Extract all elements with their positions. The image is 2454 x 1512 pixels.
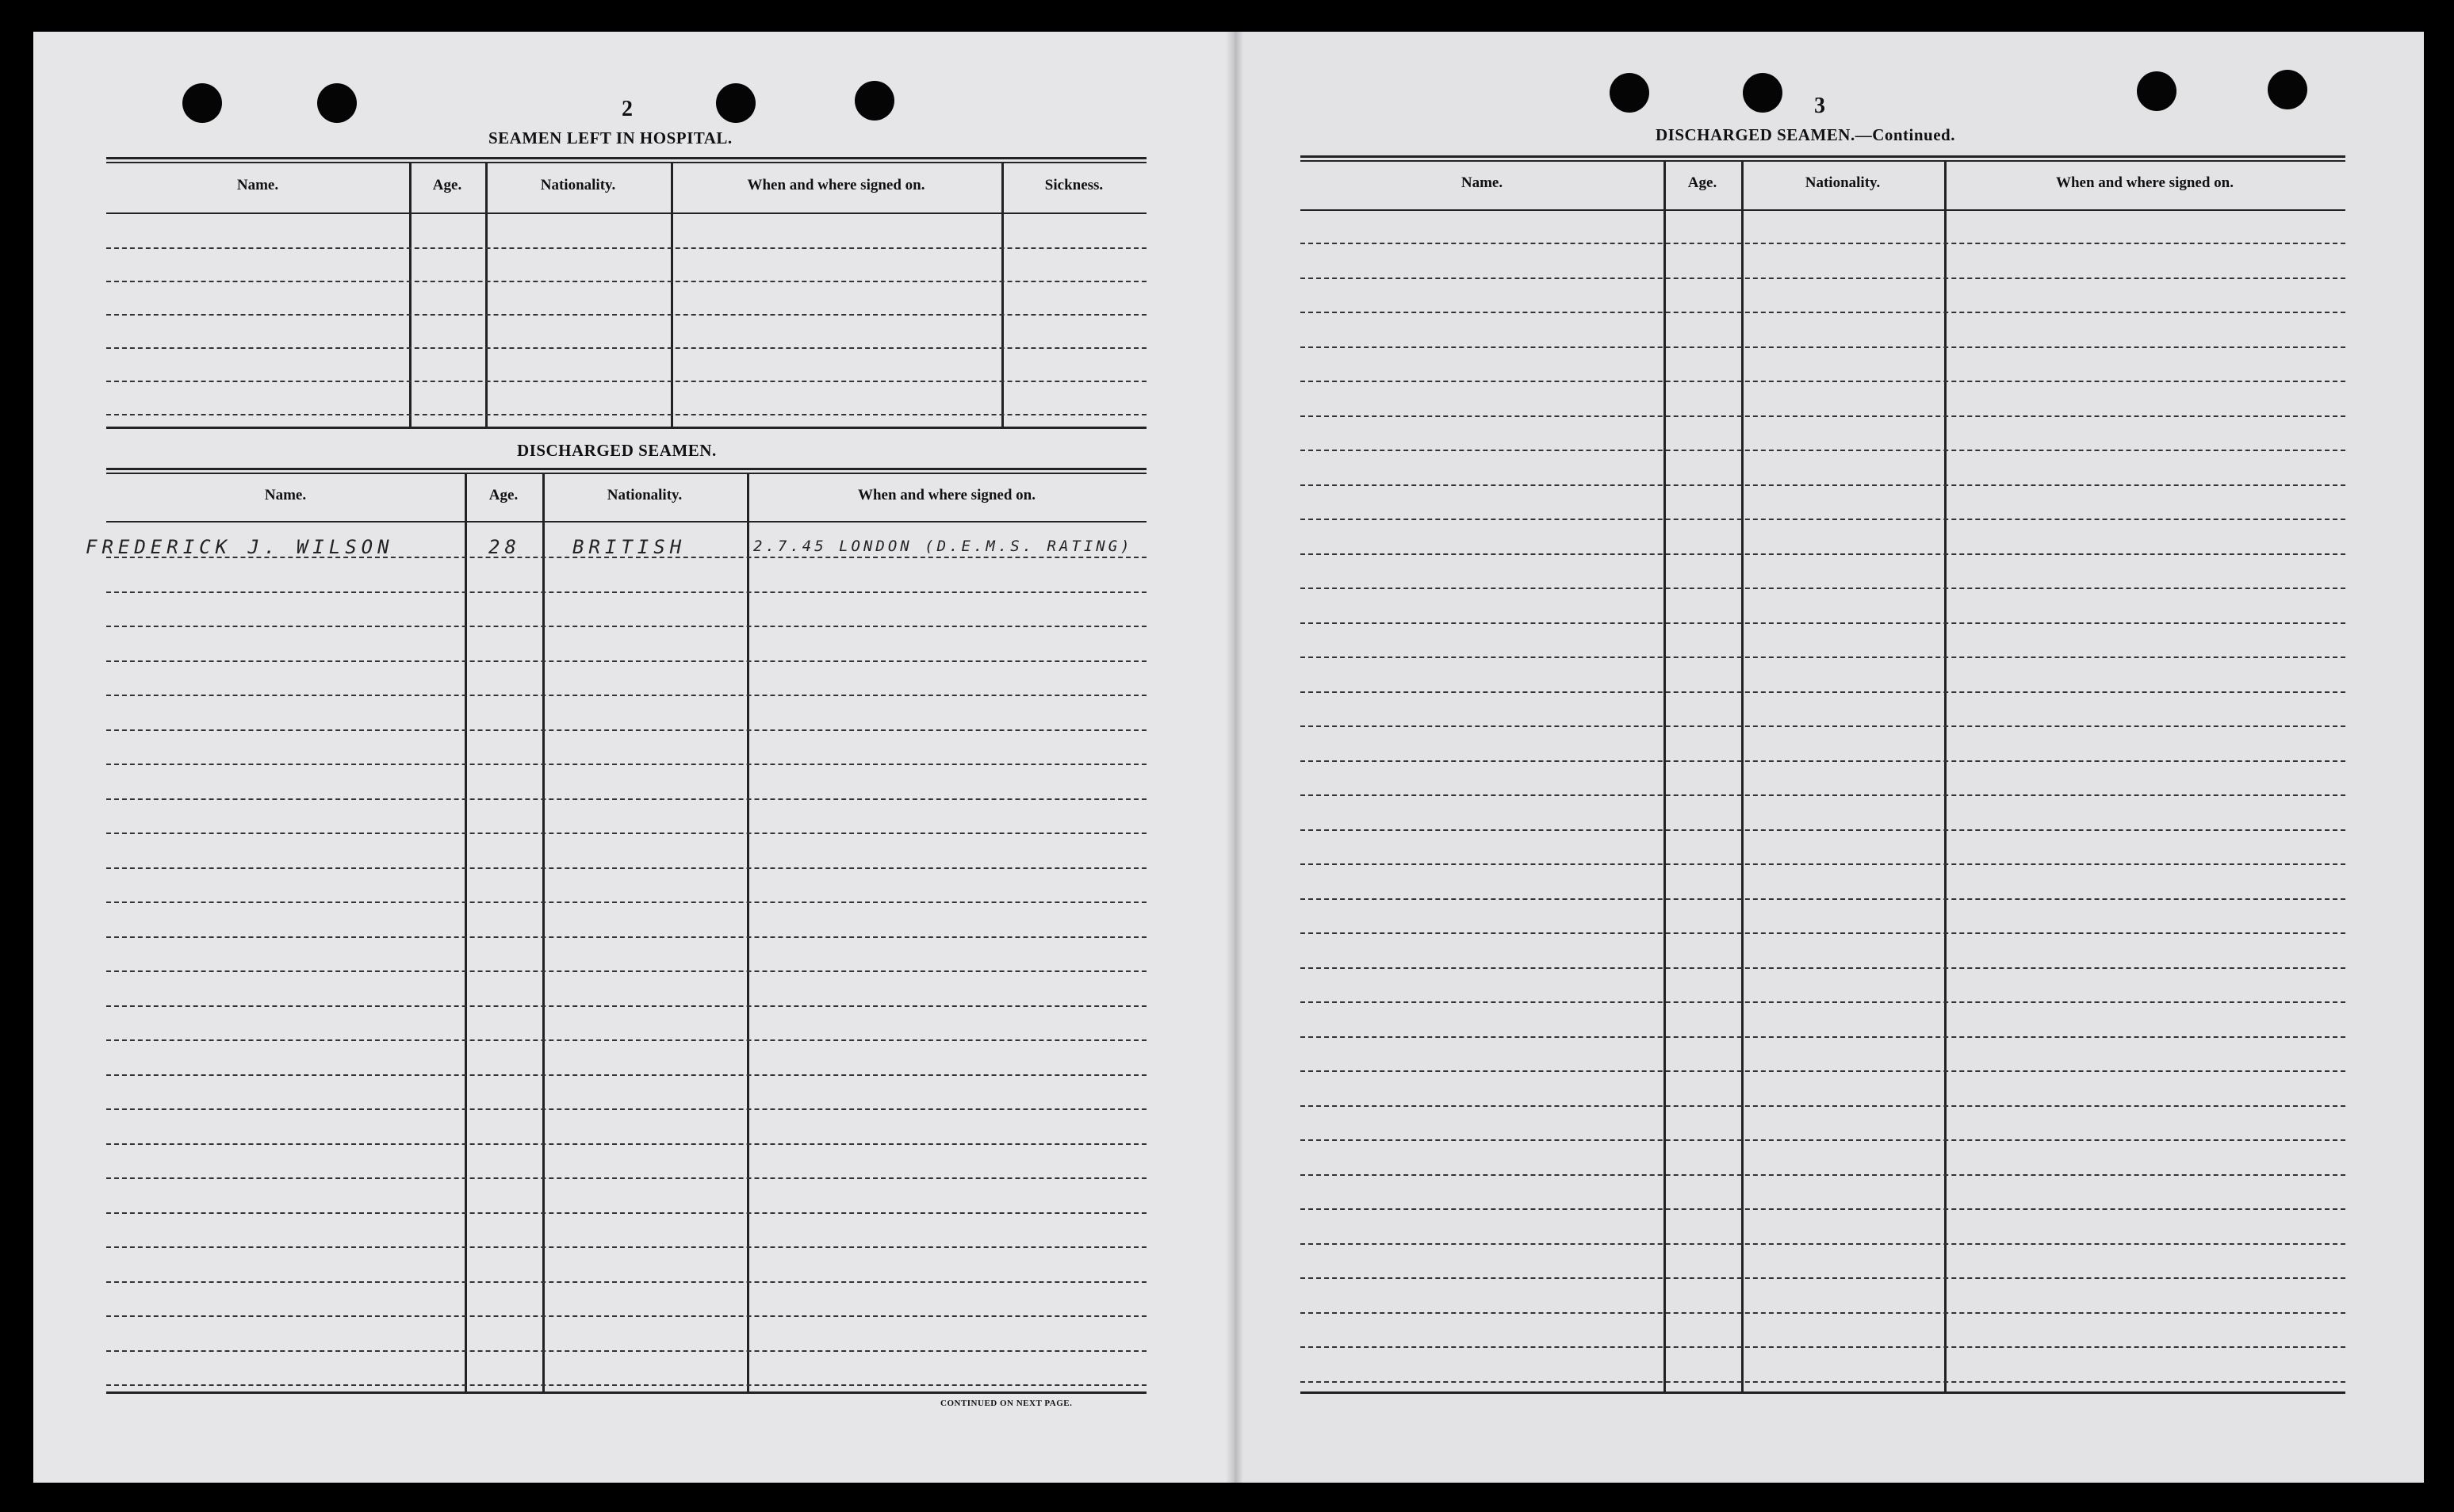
dotted-row-line (106, 281, 1147, 282)
page-number: 2 (622, 97, 633, 121)
dotted-row-line (1300, 1036, 2345, 1038)
handwritten-name: FREDERICK J. WILSON (86, 536, 394, 558)
column-divider (409, 163, 412, 427)
dotted-row-line (1300, 829, 2345, 831)
dotted-row-line (1300, 932, 2345, 934)
dotted-row-line (1300, 794, 2345, 796)
continued-section-title: DISCHARGED SEAMEN.—Continued. (1656, 125, 1955, 144)
dotted-row-line (106, 833, 1147, 834)
dotted-row-line (106, 1384, 1147, 1386)
dotted-row-line (1300, 278, 2345, 279)
dotted-row-line (1300, 760, 2345, 762)
column-divider (485, 163, 488, 427)
table-top-rule (106, 162, 1147, 163)
dotted-row-line (1300, 1208, 2345, 1210)
dotted-row-line (1300, 588, 2345, 589)
column-header: When and where signed on. (747, 177, 925, 193)
punch-hole (182, 83, 222, 123)
column-header: When and where signed on. (2055, 174, 2234, 191)
punch-hole (855, 81, 894, 121)
punch-hole (2268, 70, 2307, 109)
dotted-row-line (106, 798, 1147, 800)
dotted-row-line (106, 660, 1147, 662)
punch-hole (317, 83, 357, 123)
hospital-section-title: SEAMEN LEFT IN HOSPITAL. (488, 128, 733, 147)
dotted-row-line (106, 591, 1147, 593)
dotted-row-line (106, 1212, 1147, 1214)
column-divider (542, 474, 545, 1391)
dotted-row-line (106, 414, 1147, 415)
table-top-rule (106, 157, 1147, 159)
dotted-row-line (1300, 312, 2345, 313)
table-top-rule (1300, 155, 2345, 158)
table-bottom-rule (106, 427, 1147, 429)
dotted-row-line (1300, 622, 2345, 624)
dotted-row-line (106, 347, 1147, 349)
column-header: Nationality. (540, 177, 616, 193)
punch-hole (1610, 73, 1649, 113)
column-header: Nationality. (1805, 174, 1881, 191)
column-divider (671, 163, 673, 427)
table-top-rule (106, 473, 1147, 474)
dotted-row-line (1300, 725, 2345, 727)
dotted-row-line (106, 936, 1147, 938)
dotted-row-line (106, 1350, 1147, 1352)
page-number: 3 (1814, 94, 1825, 118)
dotted-row-line (106, 314, 1147, 316)
dotted-row-line (106, 1143, 1147, 1145)
dotted-row-line (1300, 1381, 2345, 1383)
dotted-row-line (1300, 1312, 2345, 1314)
punch-hole (716, 83, 756, 123)
handwritten-nationality: BRITISH (572, 536, 687, 558)
table-top-rule (106, 468, 1147, 470)
dotted-row-line (1300, 967, 2345, 969)
punch-hole (2137, 71, 2176, 111)
dotted-row-line (106, 764, 1147, 765)
handwritten-signed-on: 2.7.45 LONDON (D.E.M.S. RATING) (753, 538, 1133, 555)
right-page (1238, 32, 2424, 1483)
dotted-row-line (106, 1108, 1147, 1110)
dotted-row-line (1300, 553, 2345, 555)
dotted-row-line (1300, 1277, 2345, 1279)
continued-note: CONTINUED ON NEXT PAGE. (940, 1399, 1073, 1408)
column-header: Age. (432, 177, 462, 193)
punch-hole (1743, 73, 1782, 113)
dotted-row-line (1300, 691, 2345, 693)
dotted-row-line (1300, 415, 2345, 417)
dotted-row-line (1300, 898, 2345, 900)
dotted-row-line (106, 1281, 1147, 1283)
column-header: Age. (488, 486, 519, 503)
column-divider (1001, 163, 1004, 427)
dotted-row-line (1300, 1243, 2345, 1245)
dotted-row-line (106, 1039, 1147, 1041)
column-divider (747, 474, 749, 1391)
table-header-rule (106, 521, 1147, 523)
dotted-row-line (106, 729, 1147, 731)
dotted-row-line (106, 1005, 1147, 1007)
dotted-row-line (106, 557, 1147, 558)
column-divider (465, 474, 467, 1391)
column-header: Sickness. (1044, 177, 1104, 193)
dotted-row-line (1300, 863, 2345, 865)
dotted-row-line (1300, 656, 2345, 658)
dotted-row-line (106, 901, 1147, 903)
table-top-rule (1300, 160, 2345, 162)
column-header: Name. (264, 486, 307, 503)
discharged-section-title: DISCHARGED SEAMEN. (517, 441, 717, 460)
dotted-row-line (1300, 381, 2345, 382)
column-header: Nationality. (607, 486, 683, 503)
dotted-row-line (1300, 1105, 2345, 1107)
dotted-row-line (106, 381, 1147, 382)
dotted-row-line (106, 1246, 1147, 1248)
column-header: Name. (1461, 174, 1503, 191)
dotted-row-line (1300, 484, 2345, 486)
dotted-row-line (1300, 1139, 2345, 1141)
dotted-row-line (1300, 346, 2345, 348)
column-header: When and where signed on. (857, 486, 1036, 503)
dotted-row-line (106, 1315, 1147, 1317)
dotted-row-line (1300, 243, 2345, 244)
handwritten-age: 28 (488, 536, 521, 558)
table-header-rule (106, 212, 1147, 214)
dotted-row-line (106, 970, 1147, 972)
dotted-row-line (1300, 1346, 2345, 1348)
dotted-row-line (106, 247, 1147, 249)
left-page (33, 32, 1238, 1483)
dotted-row-line (106, 695, 1147, 696)
dotted-row-line (106, 867, 1147, 869)
dotted-row-line (106, 1074, 1147, 1076)
table-header-rule (1300, 209, 2345, 211)
table-bottom-rule (106, 1391, 1147, 1394)
dotted-row-line (106, 626, 1147, 627)
page-fold (1226, 32, 1243, 1483)
dotted-row-line (1300, 1001, 2345, 1003)
column-header: Age. (1687, 174, 1717, 191)
dotted-row-line (1300, 519, 2345, 520)
dotted-row-line (1300, 1174, 2345, 1176)
dotted-row-line (1300, 1070, 2345, 1072)
column-header: Name. (236, 177, 279, 193)
table-bottom-rule (1300, 1391, 2345, 1394)
dotted-row-line (106, 1177, 1147, 1179)
dotted-row-line (1300, 450, 2345, 451)
